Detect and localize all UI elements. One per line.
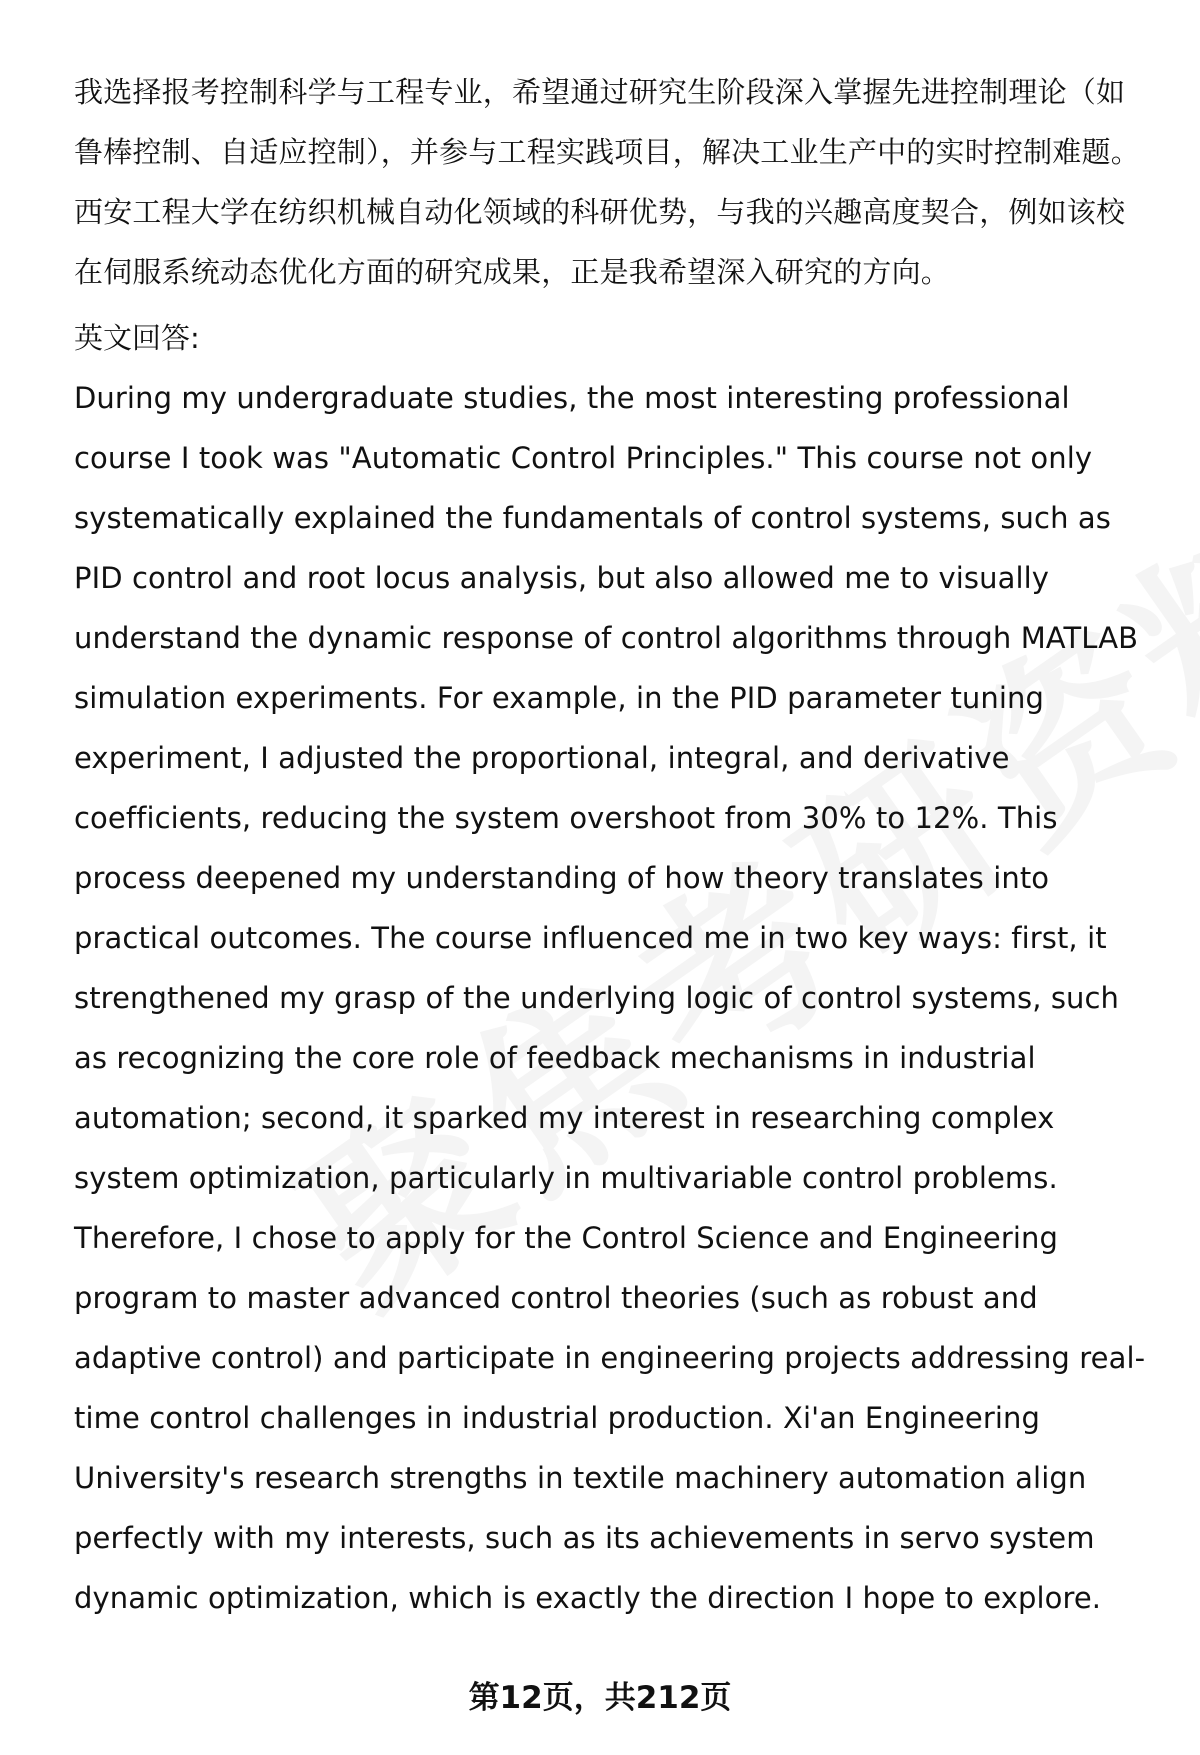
document-body — [74, 62, 1154, 1628]
chinese-paragraph: 我选择报考控制科学与工程专业，希望通过研究生阶段深入掌握先进控制理论（如鲁棒控制、自适应控制），并参与工程实践项目，解决工业生产中的实时控制难题。西安工程大学在纺织机械自动化领域的科研优势，与我的兴趣高度契合，例如该校在伺服系统动态优化方面的研究成果，正是我希望深入研究的方向。 — [74, 75, 1140, 289]
english-answer-label: 英文回答: — [74, 321, 200, 355]
english-paragraph: During my undergraduate studies, the most interesting professional course I took was "Automatic Control Principles." This course not only systematically explained the fundamentals of control systems, such as PID control and root locus analysis, but also allowed me to visually understand the dynamic response of control algorithms through MATLAB simulation experiments. For example, in the PID parameter tuning experiment, I adjusted the proportional, integral, and derivative coefficients, reducing the system overshoot from 30% to 12%. This process deepened my understanding of how theory translates into practical outcomes. The course influenced me in two key ways: first, it strengthened my grasp of the underlying logic of control systems, such as recognizing the core role of feedback mechanisms in industrial automation; second, it sparked my interest in researching complex system optimization, particularly in multivariable control problems. Therefore, I chose to apply for the Control Science and Engineering program to master advanced control theories (such as robust and adaptive control) and participate in engineering projects addressing real-time control challenges in industrial production. Xi'an Engineering University's research strengths in textile machinery automation align perfectly with my interests, such as its achievements in servo system dynamic optimization, which is exactly the direction I hope to explore. — [74, 381, 1146, 1615]
page-number-footer: 第12页，共212页 — [468, 1680, 732, 1716]
